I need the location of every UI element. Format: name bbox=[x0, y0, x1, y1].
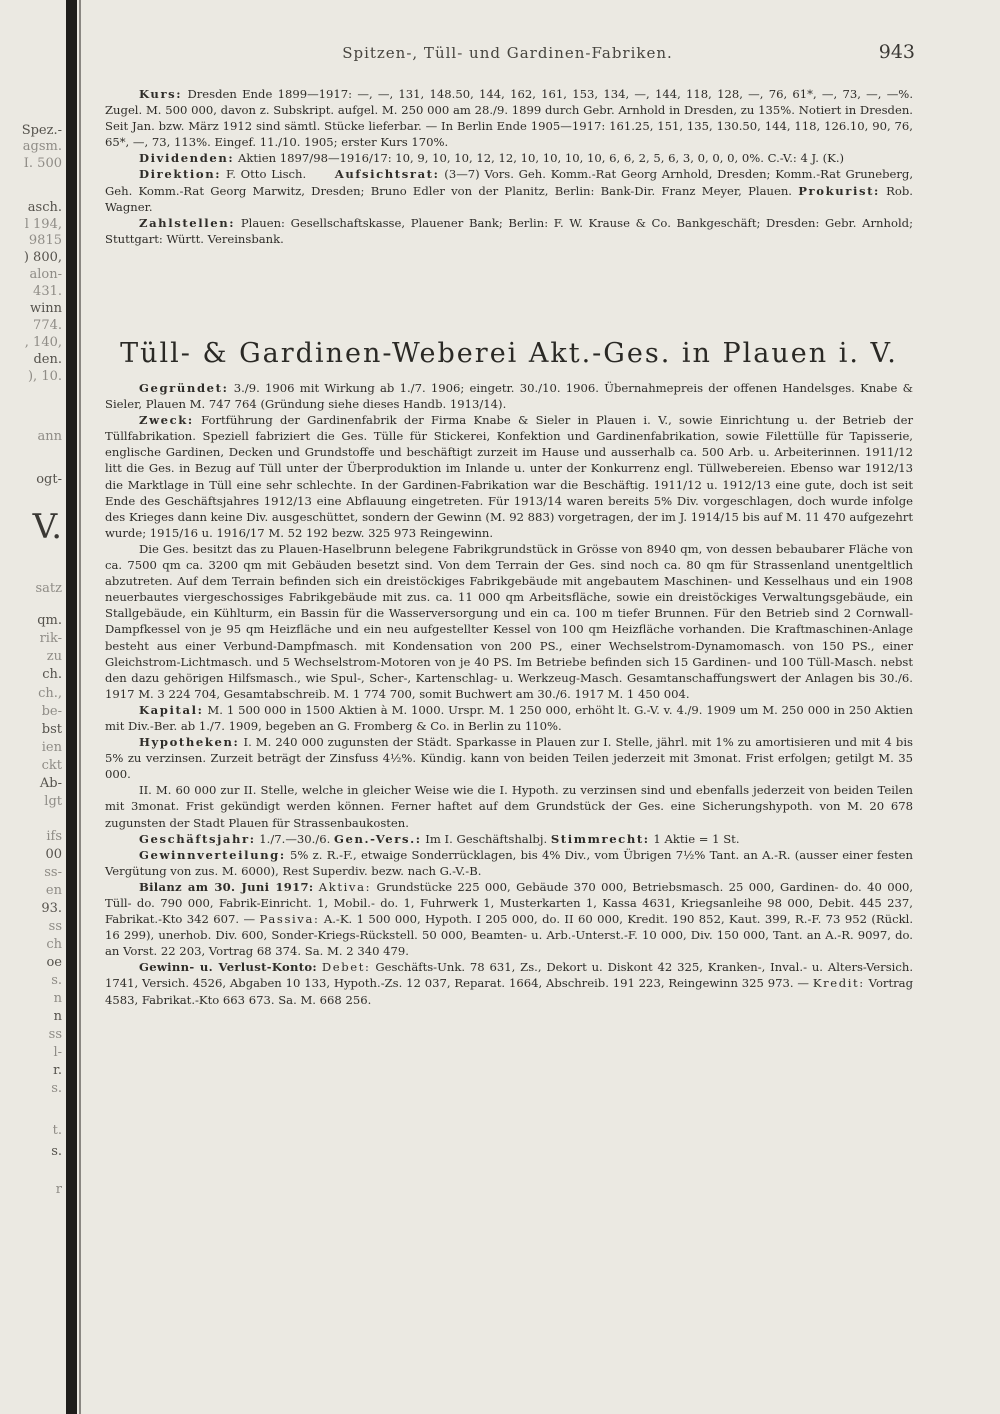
gewinnverteilung-text: 5% z. R.-F., etwaige Sonderrücklagen, bis 4% Div., vom Übrigen 7½% Tant. an A.-R. (ausser einer festen Vergütung von zus. M. 6000), Rest Superdiv. bezw. nach G.-V.-B. bbox=[105, 847, 913, 878]
margin-fragment: qm. bbox=[37, 613, 62, 628]
book-spine-shadow bbox=[66, 0, 77, 1414]
kapital-paragraph bbox=[105, 702, 913, 734]
zahlstellen-paragraph bbox=[105, 215, 913, 247]
direktion-paragraph bbox=[105, 166, 913, 214]
running-head-title: Spitzen-, Tüll- und Gardinen-Fabriken. bbox=[342, 44, 673, 62]
aktiva-label: Aktiva: bbox=[318, 879, 372, 894]
grundstueck-paragraph: Die Ges. besitzt das zu Plauen-Haselbrunn belegene Fabrikgrundstück in Grösse von 8940 qm, von dessen bebaubarer Fläche von ca. 7500 qm ca. 3200 qm mit Gebäuden besetzt sind. Von dem Terrain der Ges. sind noch ca. 80 qm für Strassenland unentgeltlich abzutreten. Auf dem Terrain befinden sich ein dreistöckiges Fabrikgebäude mit angebautem Maschinen- und Kesselhaus und ein 1908 neuerbautes viergeschossiges Fabrikgebäude mit zus. ca. 11 000 qm Arbeitsfläche, sowie ein dreistöckiges Verwaltungsgebäude, ein Stallgebäude, ein Kühlturm, ein Bassin für die Wasserversorgung und ein ca. 100 m tiefer Brunnen. Für den Betrieb sind 2 Cornwall-Dampfkessel von je 95 qm Heizfläche und ein neu aufgestellter Kessel von 100 qm Heizfläche vorhanden. Die Kraftmaschinen-Anlage besteht aus einer Verbund-Dampfmasch. mit Kondensation von 200 PS., einer Wechselstrom-Dynamomasch. von 150 PS., einer Gleichstrom-Lichtmasch. und 5 Wechselstrom-Motoren von je 40 PS. Im Betriebe befinden sich 15 Gardinen- und 100 Tüll-Masch. nebst den dazu gehörigen Hilfsmasch., wie Spul-, Scher-, Kartenschlag- u. Werkzeug-Masch. Gesamtanschaffungswert der Anlagen bis 30./6. 1917 M. 3 224 704, Gesamtabschreib. M. 1 774 700, somit Buchwert am 30./6. 1917 M. 1 450 004. bbox=[105, 541, 913, 701]
dividenden-text: Aktien 1897/98—1916/17: 10, 9, 10, 10, 12, 12, 10, 10, 10, 10, 6, 6, 2, 5, 6, 3, 0, 0, 0, 0%. C.-V.: 4 J. (K.) bbox=[238, 151, 845, 166]
margin-fragment: t. bbox=[52, 1123, 62, 1138]
margin-fragment: ss bbox=[48, 1027, 62, 1042]
margin-fragment: n bbox=[53, 991, 62, 1006]
facing-page-margin bbox=[0, 0, 64, 1414]
company-entry bbox=[105, 380, 913, 1008]
margin-fragment: s. bbox=[51, 1081, 62, 1096]
margin-fragment: r bbox=[55, 1182, 62, 1197]
stimmrecht-label: Stimmrecht: bbox=[550, 831, 650, 846]
margin-fragment: Ab- bbox=[39, 776, 62, 791]
margin-fragment: bst bbox=[41, 722, 62, 737]
gegruendet-paragraph bbox=[105, 380, 913, 412]
margin-fragment: ifs bbox=[46, 829, 62, 844]
kurs-paragraph bbox=[105, 86, 913, 150]
margin-fragment: ogt- bbox=[36, 472, 62, 487]
aufsichtsrat-text: (3—7) Vors. Geh. Komm.-Rat Georg Arnhold, Dresden; Komm.-Rat Gruneberg, Geh. Komm.-Rat Georg Marwitz, Dresden; Bruno Edler von der Planitz, Berlin: Bank-Dir. Franz Meyer, Plauen. bbox=[105, 167, 913, 198]
geschaeftsjahr-label: Geschäftsjahr: bbox=[139, 831, 256, 846]
kurs-label: Kurs: bbox=[139, 87, 183, 101]
prokurist-text: Rob. Wagner. bbox=[105, 183, 913, 214]
hypotheken-paragraph bbox=[105, 734, 913, 782]
gegruendet-text: 3./9. 1906 mit Wirkung ab 1./7. 1906; eingetr. 30./10. 1906. Übernahmepreis der offenen Handelsges. Knabe & Sieler, Plauen M. 747 764 (Gründung siehe dieses Handb. 1913/14). bbox=[105, 381, 913, 412]
dividenden-label: Dividenden: bbox=[139, 151, 235, 166]
margin-fragment: ch bbox=[46, 937, 62, 952]
margin-fragment: l- bbox=[53, 1045, 62, 1060]
margin-fragment: r. bbox=[53, 1063, 62, 1078]
aktiva-text: Grundstücke 225 000, Gebäude 370 000, Betriebsmasch. 25 000, Gardinen- do. 40 000, Tüll- do. 790 000, Fabrik-Einricht. 1, Mobil.- do. 1, Fuhrwerk 1, Musterkarten 1, Kassa 4631, Kriegsanleihe 98 000, Debit. 445 237, Fabrikat.-Kto 342 607. — bbox=[105, 879, 914, 927]
margin-fragment: ien bbox=[41, 740, 62, 755]
margin-fragment: n bbox=[53, 1009, 62, 1024]
running-header bbox=[100, 41, 915, 66]
margin-fragment: , 140, bbox=[24, 335, 62, 350]
margin-fragment: 9815 bbox=[28, 233, 62, 248]
debet-text: Geschäfts-Unk. 78 631, Zs., Dekort u. Diskont 42 325, Kranken-, Inval.- u. Alters-Versich. 1741, Versich. 4526, Abgaben 10 133, Hypoth.-Zs. 12 037, Reparat. 1664, Abschreib. 191 223, Reingewinn 325 973. — bbox=[105, 960, 914, 991]
margin-fragment: ss- bbox=[44, 865, 62, 880]
margin-fragment: 431. bbox=[33, 284, 62, 299]
margin-fragment: alon- bbox=[29, 267, 62, 282]
kapital-text: M. 1 500 000 in 1500 Aktien à M. 1000. Urspr. M. 1 250 000, erhöht lt. G.-V. v. 4./9. 1909 um M. 250 000 in 250 Aktien mit Div.-Ber. ab 1./7. 1909, begeben an G. Fromberg & Co. in Berlin zu 110%. bbox=[105, 702, 913, 733]
margin-fragment: ss bbox=[48, 919, 62, 934]
zahlstellen-label: Zahlstellen: bbox=[139, 215, 236, 230]
dividenden-paragraph bbox=[105, 150, 913, 166]
margin-fragment: satz bbox=[35, 581, 62, 596]
generalversammlung-text: Im I. Geschäftshalbj. bbox=[425, 831, 548, 846]
zahlstellen-text: Plauen: Gesellschaftskasse, Plauener Bank; Berlin: F. W. Krause & Co. Bankgeschäft; Dresden: Gebr. Arnhold; Stuttgart: Württ. Vereinsbank. bbox=[105, 215, 914, 246]
margin-fragment: I. 500 bbox=[23, 156, 62, 171]
margin-fragment: den. bbox=[33, 352, 62, 367]
debet-label: Debet: bbox=[321, 960, 371, 975]
aufsichtsrat-label: Aufsichtsrat: bbox=[334, 167, 440, 182]
margin-fragment: lgt bbox=[44, 794, 62, 809]
margin-fragment: s. bbox=[51, 973, 62, 988]
margin-fragment: 00 bbox=[45, 847, 62, 862]
margin-fragment: 93. bbox=[41, 901, 62, 916]
hypotheken-text: I. M. 240 000 zugunsten der Städt. Sparkasse in Plauen zur I. Stelle, jährl. mit 1% zu amortisieren und mit 4 bis 5% zu verzinsen. Zurzeit beträgt der Zinsfuss 4½%. Kündig. kann von beiden Teilen jederzeit mit 3monat. Frist erfolgen; getilgt M. 35 000. bbox=[105, 735, 914, 782]
margin-fragment: s. bbox=[51, 1144, 62, 1159]
zweck-paragraph bbox=[105, 412, 913, 541]
margin-fragment: V. bbox=[32, 507, 62, 547]
direktion-text: F. Otto Lisch. bbox=[225, 167, 307, 182]
gegruendet-label: Gegründet: bbox=[139, 381, 229, 395]
bilanz-paragraph bbox=[105, 879, 913, 959]
margin-fragment: ch., bbox=[38, 686, 62, 701]
hypothek-2-paragraph: II. M. 60 000 zur II. Stelle, welche in gleicher Weise wie die I. Hypoth. zu verzinsen sind und ebenfalls jederzeit von beiden Teilen mit 3monat. Frist gekündigt werden können. Ferner haftet auf dem Grundstück der Ges. eine Sicherungshypoth. von M. 20 678 zugunsten der Stadt Plauen für Strassenbaukosten. bbox=[105, 783, 913, 830]
margin-fragment: ann bbox=[37, 429, 62, 444]
margin-fragment: oe bbox=[46, 955, 62, 970]
margin-fragment: ) 800, bbox=[23, 250, 62, 265]
margin-fragment: agsm. bbox=[22, 139, 62, 154]
margin-fragment: ckt bbox=[41, 758, 62, 773]
margin-fragment: en bbox=[45, 883, 62, 898]
gewinn-verlust-label: Gewinn- u. Verlust-Konto: bbox=[139, 960, 317, 975]
margin-fragment: l 194, bbox=[24, 217, 62, 232]
zweck-label: Zweck: bbox=[139, 413, 194, 428]
margin-fragment: be- bbox=[41, 704, 62, 719]
margin-fragment: rik- bbox=[39, 631, 62, 646]
company-title: Tüll- & Gardinen-Weberei Akt.-Ges. in Plauen i. V. bbox=[120, 338, 898, 369]
direktion-label: Direktion: bbox=[139, 167, 222, 182]
previous-entry bbox=[105, 86, 913, 247]
margin-fragment: winn bbox=[29, 301, 62, 316]
margin-fragment: ch. bbox=[42, 667, 62, 682]
stimmrecht-text: 1 Aktie = 1 St. bbox=[653, 831, 740, 846]
margin-fragment: asch. bbox=[27, 200, 62, 215]
margin-fragment: 774. bbox=[33, 318, 62, 333]
kurs-text: Dresden Ende 1899—1917: —, —, 131, 148.50, 144, 162, 161, 153, 134, —, 144, 118, 128, —, 76, 61*, —, 73, —, —%. Zugel. M. 500 000, davon z. Subskript. aufgel. M. 250 000 am 28./9. 1899 durch Gebr. Arnhold in Dresden, zu 135%. Notiert in Dresden. Seit Jan. bzw. März 1912 sind sämtl. Stücke lieferbar. — In Berlin Ende 1905—1917: 161.25, 151, 135, 130.50, 144, 118, 126.10, 90, 76, 65*, —, 73, 113%. Eingef. 11./10. 1905; erster Kurs 170%. bbox=[105, 87, 913, 150]
hypotheken-label: Hypotheken: bbox=[139, 735, 240, 750]
passiva-text: A.-K. 1 500 000, Hypoth. I 205 000, do. II 60 000, Kredit. 190 852, Kaut. 399, R.-F. 73 952 (Rückl. 16 299), unerhob. Div. 600, Sonder-Kriegs-Rückstell. 50 000, Beamten- u. Arb.-Unterst.-F. 10 000, Div. 150 000, Tant. an A.-R. 9097, do. an Vorst. 22 203, Vortrag 68 374. Sa. M. 2 340 479. bbox=[105, 912, 914, 959]
gewinnverteilung-label: Gewinnverteilung: bbox=[139, 847, 286, 862]
margin-fragment: ), 10. bbox=[27, 369, 62, 384]
gewinnverteilung-paragraph bbox=[105, 847, 913, 879]
kapital-label: Kapital: bbox=[139, 702, 204, 717]
geschaeftsjahr-paragraph bbox=[105, 831, 913, 847]
passiva-label: Passiva: bbox=[259, 912, 320, 927]
generalversammlung-label: Gen.-Vers.: bbox=[334, 831, 422, 846]
kredit-text: Vortrag 4583, Fabrikat.-Kto 663 673. Sa. M. 668 256. bbox=[105, 976, 914, 1007]
gewinn-verlust-paragraph bbox=[105, 959, 913, 1007]
kredit-label: Kredit: bbox=[812, 976, 865, 991]
book-spine-edge bbox=[79, 0, 81, 1414]
margin-fragment: zu bbox=[46, 649, 62, 664]
prokurist-label: Prokurist: bbox=[798, 183, 880, 198]
page-number: 943 bbox=[878, 41, 915, 63]
margin-fragment: Spez.- bbox=[21, 123, 62, 138]
geschaeftsjahr-text: 1./7.—30./6. bbox=[259, 831, 331, 846]
zweck-text: Fortführung der Gardinenfabrik der Firma Knabe & Sieler in Plauen i. V., sowie Einrichtung u. der Betrieb der Tüllfabrikation. Speziell fabriziert die Ges. Tülle für Stickerei, Konfektion und Gardinenfabrikation, sowie Filettülle für Tapisserie, englische Gardinen, Decken und Grundstoffe und beschäftigt zurzeit im Hause und ausserhalb ca. 500 Arb. u. Arbeiterinnen. 1911/12 litt die Ges. in Bezug auf Tüll unter der Überproduktion im Inlande u. unter der Konkurrenz engl. Tüllwebereien. Ebenso war 1912/13 die Marktlage in Tüll eine sehr schlechte. In der Gardinen-Fabrikation war die Beschäftig. 1911/12 u. 1912/13 eine gute, doch ist seit Ende des Geschäftsjahres 1912/13 eine Abflauung eingetreten. Für 1913/14 waren bereits 5% Div. vorgeschlagen, doch wurde infolge des Krieges dann keine Div. ausgeschüttet, sondern der Gewinn (M. 92 883) vorgetragen, der im J. 1914/15 bis auf M. 11 470 aufgezehrt wurde; 1915/16 u. 1916/17 M. 52 192 bezw. 325 973 Reingewinn. bbox=[105, 413, 913, 540]
bilanz-label: Bilanz am 30. Juni 1917: bbox=[139, 879, 314, 894]
